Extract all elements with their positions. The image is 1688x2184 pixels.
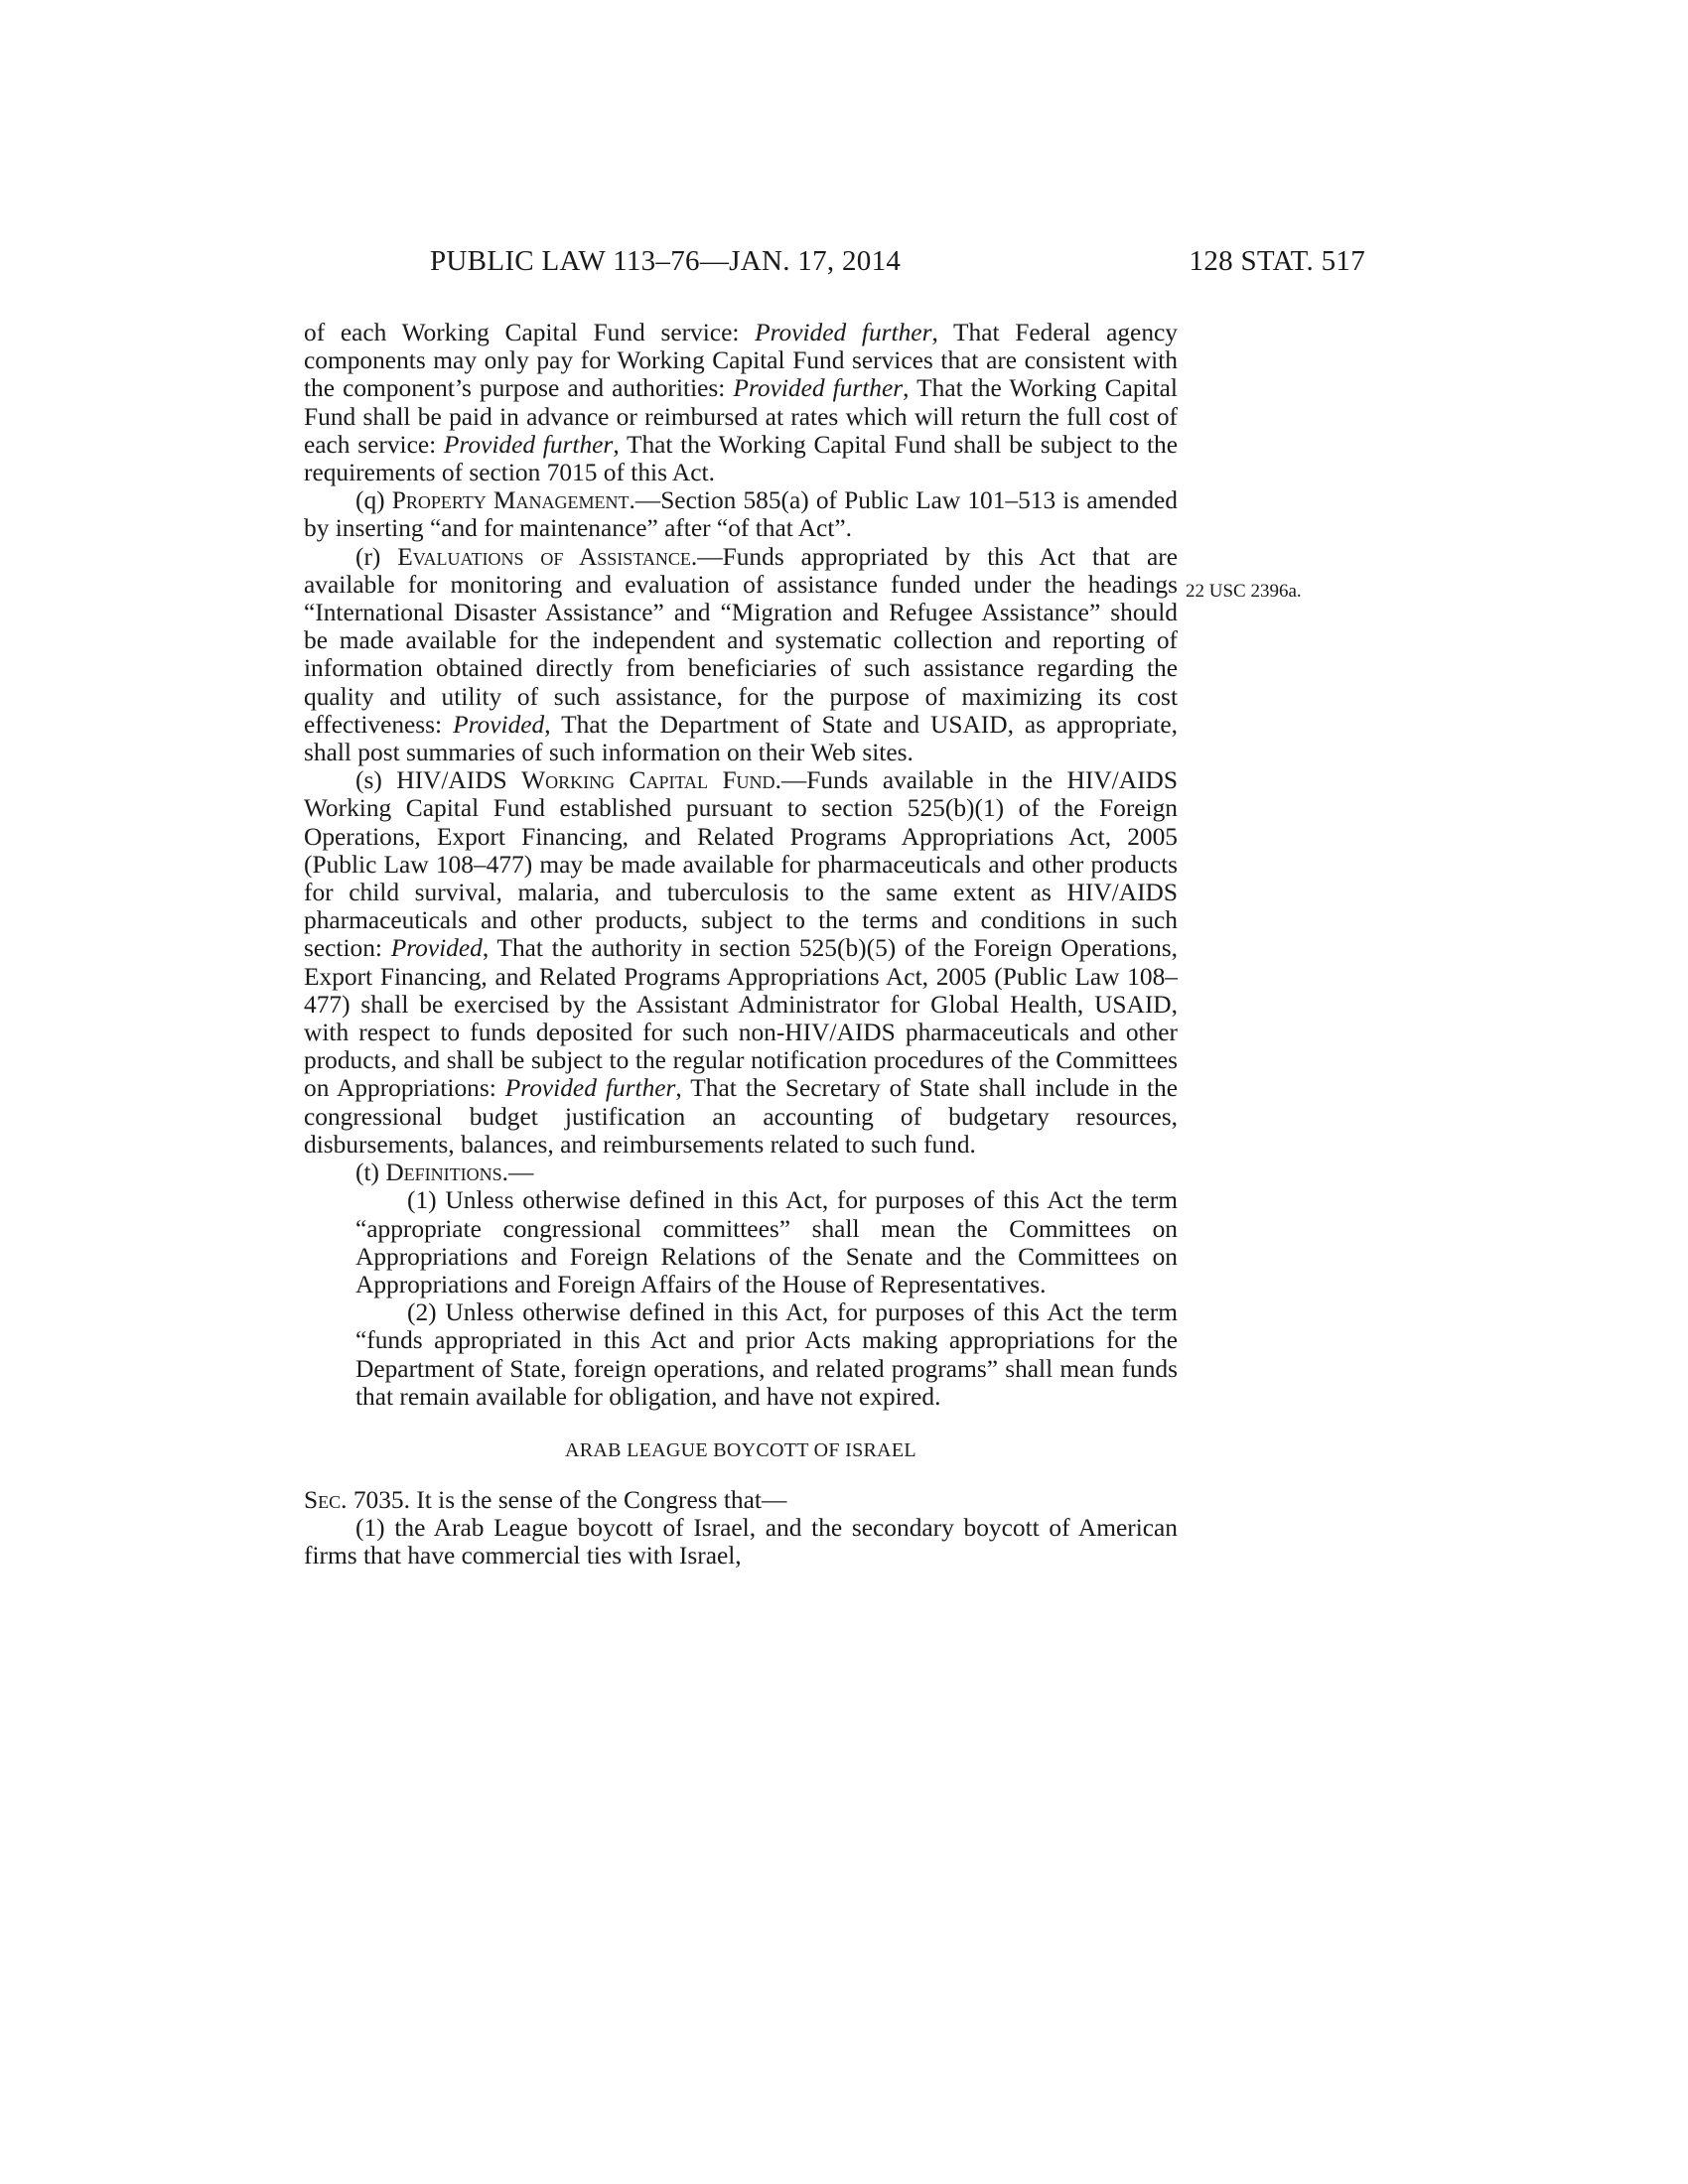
paragraph-t-definitions: [304, 1159, 1178, 1186]
paragraph-t-1: (1) Unless otherwise defined in this Act, for purposes of this Act the term “appropriate congressional committees” shall mean the Committees on Appropriations and Foreign Relations of the Senate and the Committees on Appropriations and Foreign Affairs of the House of Representatives.: [355, 1186, 1178, 1298]
paragraph-sec-7035-1: (1) the Arab League boycott of Israel, and the secondary boycott of American firms that have commercial ties with Israel,: [304, 1514, 1178, 1570]
text-run: .—Section 585(a) of Public Law 101–513 is amended by inserting “and for maintenance” after “of that Act”.: [304, 486, 1178, 543]
subsection-heading: Definitions: [385, 1159, 502, 1187]
text-run: , That the Secretary of State shall include in the congressional budget justification an accounting of budgetary resources, disbursements, balances, and reimbursements related to such fund.: [304, 1074, 1178, 1159]
paragraph-t-2: (2) Unless otherwise defined in this Act, for purposes of this Act the term “funds appropriated in this Act and prior Acts making appropriations for the Department of State, foreign operations, and related programs” shall mean funds that remain available for obligation, and have not expired.: [355, 1298, 1178, 1411]
italic-proviso: Provided further: [504, 1074, 676, 1103]
subsection-label: (t): [355, 1159, 386, 1187]
page-header: [0, 245, 1688, 285]
usc-margin-note: 22 USC 2396a.: [1186, 581, 1302, 602]
section-label: Sec: [304, 1485, 342, 1514]
italic-proviso: Provided: [453, 710, 545, 739]
subsection-label: (r): [355, 542, 398, 571]
text-run: , That the Department of State and USAID, as appropriate, shall post summaries of such information on their Web sites.: [304, 710, 1178, 767]
subsection-heading: Working Capital Fund: [521, 766, 775, 795]
text-run: , That the Working Capital Fund shall be subject to the requirements of section 7015 of this Act.: [304, 430, 1178, 487]
text-run: .—Funds appropriated by this Act that are available for monitoring and evaluation of assistance funded under the headings “International Disaster Assistance” and “Migration and Refugee Assistance” should be made available for the independent and systematic collection and reporting of information obtained directly from beneficiaries of such assistance regarding the quality and utility of such assistance, for the purpose of maximizing its cost effectiveness:: [304, 542, 1178, 739]
paragraph-s-hiv-aids-fund: [304, 766, 1178, 1159]
section-heading: ARAB LEAGUE BOYCOTT OF ISRAEL: [565, 1438, 916, 1461]
text-run: . 7035. It is the sense of the Congress that—: [341, 1485, 787, 1514]
italic-proviso: Provided: [390, 934, 483, 963]
text-run: , That the Working Capital Fund shall be paid in advance or reimbursed at rates which will return the full cost of each service:: [304, 374, 1178, 459]
subsection-label: (s) HIV/AIDS: [355, 766, 522, 795]
paragraph-working-capital-fund: [304, 319, 1178, 486]
subsection-label: (q): [355, 486, 392, 515]
italic-proviso: Provided further: [733, 374, 904, 403]
text-run: .—Funds available in the HIV/AIDS Working Capital Fund established pursuant to section 525(b)(1) of the Foreign Operations, Export Financing, and Related Programs Appropriations Act, 2005 (Public Law 108–477) may be made available for pharmaceuticals and other products for child survival, malaria, and tuberculosis to the same extent as HIV/AIDS pharmaceuticals and other products, subject to the terms and conditions in such section:: [304, 766, 1178, 963]
paragraph-r-evaluations: [304, 543, 1178, 767]
text-run: of each Working Capital Fund service:: [304, 319, 756, 346]
document-body: [304, 319, 1178, 1570]
italic-proviso: Provided further: [755, 319, 932, 346]
paragraph-sec-7035: [304, 1486, 1178, 1514]
text-run: .—: [501, 1159, 534, 1187]
subsection-heading: Evaluations of Assistance: [397, 542, 691, 571]
text-run: , That Federal agency components may only pay for Working Capital Fund services that are consistent with the component’s purpose and authorities:: [304, 319, 1178, 403]
paragraph-q-property-management: [304, 486, 1178, 542]
italic-proviso: Provided further: [443, 430, 614, 459]
subsection-heading: Property Management: [391, 486, 630, 515]
statute-page-number: 128 STAT. 517: [1189, 245, 1365, 277]
text-run: , That the authority in section 525(b)(5) of the Foreign Operations, Export Financing, and Related Programs Appropriations Act, 2005 (Public Law 108–477) shall be exercised by the Assistant Administrator for Global Health, USAID, with respect to funds deposited for such non-HIV/AIDS pharmaceuticals and other products, and shall be subject to the regular notification procedures of the Committees on Appropriations:: [304, 934, 1178, 1103]
running-title: PUBLIC LAW 113–76—JAN. 17, 2014: [430, 245, 902, 277]
